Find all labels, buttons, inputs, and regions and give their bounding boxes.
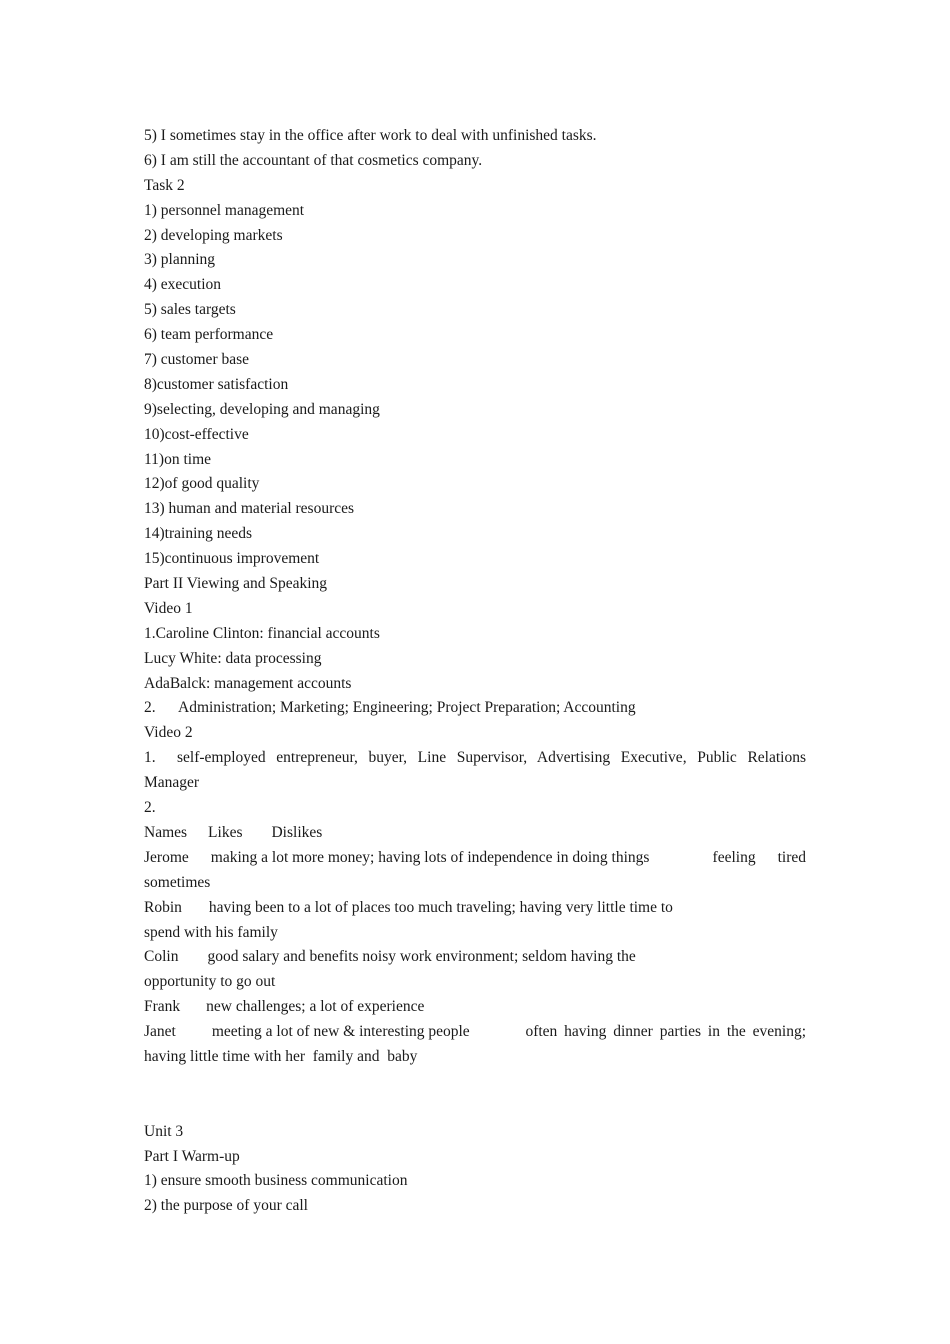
row-name: Robin	[144, 898, 182, 916]
table-row	[144, 896, 806, 921]
answer-line: 4) execution	[144, 276, 222, 294]
answer-line: 3) planning	[144, 251, 216, 269]
row-likes: making a lot more money; having lots of independence in doing things	[210, 848, 650, 866]
row-name: Frank	[144, 998, 181, 1016]
table-row	[144, 995, 806, 1020]
answer-line: 1) personnel management	[144, 201, 305, 219]
answer-line: 6) I am still the accountant of that cosmetics company.	[144, 151, 483, 169]
row-name: Janet	[144, 1023, 176, 1041]
answer-line: 1.Caroline Clinton: financial accounts	[144, 624, 380, 642]
table-row	[144, 1020, 806, 1045]
answer-line: 7) customer base	[144, 351, 250, 369]
item-number: 1.	[144, 749, 156, 767]
header-likes: Likes	[208, 823, 243, 841]
answer-line: 5) sales targets	[144, 301, 236, 319]
section-heading-part2: Part II Viewing and Speaking	[144, 575, 328, 593]
answer-line: AdaBalck: management accounts	[144, 674, 352, 692]
row-likes: meeting a lot of new & interesting people	[211, 1023, 470, 1041]
section-heading-video2: Video 2	[144, 724, 193, 742]
answer-line: 2.	[144, 799, 156, 817]
answer-line: 10)cost-effective	[144, 425, 249, 443]
answer-line	[144, 746, 806, 771]
section-heading-task2: Task 2	[144, 176, 185, 194]
answer-line: 5) I sometimes stay in the office after work to deal with unfinished tasks.	[144, 127, 597, 144]
answer-line: 6) team performance	[144, 326, 274, 344]
answer-line: 1) ensure smooth business communication	[144, 1172, 408, 1190]
row-dislikes	[713, 846, 806, 871]
answer-line: 15)continuous improvement	[144, 550, 320, 568]
table-row	[144, 846, 806, 871]
answer-line: 13) human and material resources	[144, 500, 355, 518]
item-text: Administration; Marketing; Engineering; Project Preparation; Accounting	[178, 699, 636, 717]
answer-line	[144, 696, 806, 721]
table-header-row	[144, 821, 806, 846]
blank-line	[144, 1070, 806, 1095]
answer-line: 11)on time	[144, 450, 212, 468]
answer-line: spend with his family	[144, 923, 278, 941]
header-names: Names	[144, 823, 188, 841]
answer-line: Manager	[144, 774, 200, 792]
row-dislikes-word: tired	[777, 848, 806, 866]
document-page	[144, 124, 806, 1219]
item-text: self-employed entrepreneur, buyer, Line Supervisor, Advertising Executive, Public Relations	[177, 749, 806, 767]
blank-line	[144, 1095, 806, 1120]
answer-line: sometimes	[144, 873, 211, 891]
answer-line: 12)of good quality	[144, 475, 260, 493]
answer-line: 2) the purpose of your call	[144, 1197, 308, 1215]
answer-line: Lucy White: data processing	[144, 649, 322, 667]
header-dislikes: Dislikes	[271, 823, 323, 841]
section-heading-part1: Part I Warm-up	[144, 1147, 240, 1165]
row-text: new challenges; a lot of experience	[206, 998, 425, 1016]
row-name: Colin	[144, 948, 179, 966]
answer-line: 9)selecting, developing and managing	[144, 400, 380, 418]
answer-line: opportunity to go out	[144, 973, 276, 991]
row-dislikes-word: feeling	[712, 848, 756, 866]
table-row	[144, 945, 806, 970]
answer-line: having little time with her family and baby	[144, 1047, 418, 1065]
answer-line: 8)customer satisfaction	[144, 375, 289, 393]
row-dislikes: often having dinner parties in the evening;	[525, 1023, 806, 1041]
section-heading-unit3: Unit 3	[144, 1122, 184, 1140]
answer-line: 14)training needs	[144, 525, 253, 543]
row-text: having been to a lot of places too much traveling; having very little time to	[208, 898, 673, 916]
item-number: 2.	[144, 699, 156, 717]
row-text: good salary and benefits noisy work environment; seldom having the	[207, 948, 636, 966]
answer-line: 2) developing markets	[144, 226, 283, 244]
row-name: Jerome	[144, 848, 189, 866]
section-heading-video1: Video 1	[144, 599, 193, 617]
